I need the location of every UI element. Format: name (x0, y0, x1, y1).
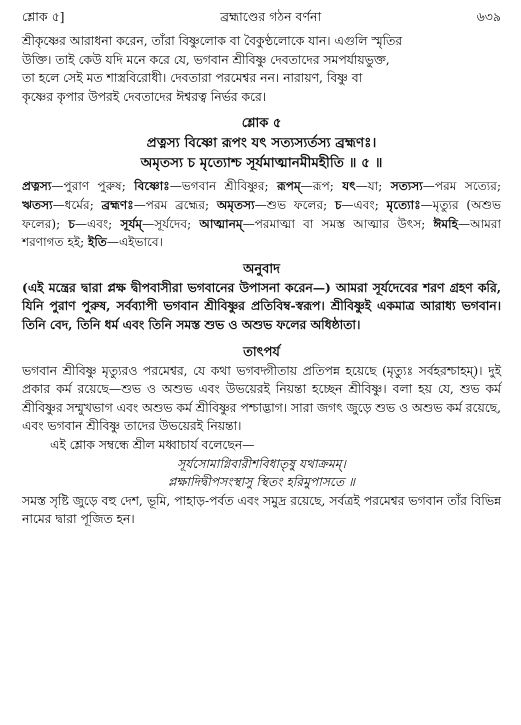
purport-paragraph: সমস্ত সৃষ্টি জুড়ে বহু দেশ, ভূমি, পাহাড়-পর্বত এবং সমুদ্র রয়েছে, সর্বত্রই পরমেশ্বর ভগবান তাঁর বিভিন্ন নামের দ্বারা পূজিত হন। (22, 493, 501, 527)
header-verse-ref: শ্লোক ৫] (22, 9, 65, 24)
synonym-meaning: সূর্যদেব (154, 216, 188, 231)
synonym-word: চ (334, 197, 342, 212)
synonym-word: অমৃতস্য (216, 197, 255, 212)
translation-text: (এই মন্ত্রের দ্বারা প্লক্ষ দ্বীপবাসীরা ভগবানের উপাসনা করেন—) আমরা সূর্যদেবের শরণ গ্রহণ করি, যিনি পুরাণ পুরুষ, সর্বব্যাপী ভগবান শ্রীবিষ্ণুর প্রতিবিম্ব-স্বরূপ। শ্রীবিষ্ণুই একমাত্র আরাধ্য ভগবান। তিনি বেদ, তিনি ধর্ম এবং তিনি সমস্ত শুভ ও অশুভ ফলের অধিষ্ঠাতা। (22, 279, 501, 332)
verse-line: অমৃতস্য চ মৃত্যোশ্চ সূর্যমাত্মানমীমহীতি ॥ ৫ ॥ (140, 155, 383, 172)
page-number: ৬৩৯ (476, 9, 501, 24)
intro-line: কৃষ্ণের কৃপার উপরই দেবতাদের ঈশ্বরত্ব নির্ভর করে। (22, 89, 267, 104)
synonym-meaning: ধর্মের (64, 197, 90, 212)
synonym-word: বিষ্ণোঃ (134, 179, 170, 194)
intro-line: তা হলে সেই মত শাস্ত্রবিরোধী। দেবতারা পরমেশ্বর নন। নারায়ণ, বিষ্ণু বা (22, 71, 363, 86)
purport-body (22, 362, 501, 529)
synonym-meaning: এবং (87, 216, 109, 231)
synonym-meaning: এইভাবে। (118, 235, 163, 250)
synonym-word: সূর্যম্ (120, 216, 143, 231)
synonym-meaning: মৃত্যুর (অশুভ ফলের) (22, 197, 502, 231)
purport-paragraph: এই শ্লোক সম্বন্ধে শ্রীল মধ্বাচার্য বলেছেন— (50, 437, 255, 452)
synonym-meaning: পরমাত্মা বা সমস্ত আত্মার উৎস (254, 216, 422, 231)
synonym-meaning: পরম সত্যের (434, 179, 497, 194)
quote-line: সূর্যসোমাগ্নিবারীশবিধাতৃষু যথাক্রমম্। (177, 456, 346, 471)
running-header (22, 6, 501, 28)
synonym-meaning: আমরা শরণাগত হই (22, 216, 502, 250)
synonym-word: রূপম্ (276, 179, 301, 194)
quote-line: প্লক্ষাদিদ্বীপসংস্থাসু স্থিতং হরিমুপাসতে ॥ (168, 475, 355, 490)
synonym-meaning: ভগবান শ্রীবিষ্ণুর (181, 179, 265, 194)
synonym-word: যৎ (342, 179, 356, 194)
synonym-meaning: যা (367, 179, 379, 194)
synonym-meaning: এবং (353, 197, 375, 212)
synonym-meaning: শুভ ফলের (266, 197, 324, 212)
word-for-word-synonyms: প্রত্নস্য—পুরাণ পুরুষ; বিষ্ণোঃ—ভগবান শ্রীবিষ্ণুর; রূপম্—রূপ; যৎ—যা; সত্যস্য—পরম সত্যের; ঋতস্য—ধর্মের; ব্রহ্মণঃ—পরম ব্রহ্মের; অমৃতস্য—শুভ ফলের; চ—এবং; মৃত্যোঃ—মৃত্যুর (অশুভ ফলের); চ—এবং; সূর্যম্—সূর্যদেব; আত্মানম্—পরমাত্মা বা সমস্ত আত্মার উৎস; ঈমহি—আমরা শরণাগত হই; ইতি—এইভাবে। (22, 179, 502, 250)
synonym-word: আত্মানম্ (199, 216, 243, 231)
synonym-meaning: পরম ব্রহ্মের (145, 197, 206, 212)
synonym-word: ইতি (88, 235, 107, 250)
synonym-word: প্রত্নস্য (22, 179, 52, 194)
synonym-word: ঈমহি (433, 216, 458, 231)
synonym-word: মৃত্যোঃ (386, 197, 421, 212)
intro-line: শ্রীকৃষ্ণের আরাধনা করেন, তাঁরা বিষ্ণুলোক বা বৈকুণ্ঠলোকে যান। এগুলি স্মৃতির (22, 34, 402, 48)
purport-title: তাৎপর্য (243, 344, 280, 360)
synonym-word: ব্রহ্মণঃ (101, 197, 134, 212)
verse-line: প্রত্নস্য বিষ্ণো রূপং যৎ সত্যস্যর্তস্য ব্রহ্মণঃ। (146, 135, 377, 152)
intro-line: উক্তি। তাই কেউ যদি মনে করে যে, ভগবান শ্রীবিষ্ণু দেবতাদের সমপর্যায়ভুক্ত, (22, 52, 390, 67)
verse-title: শ্লোক ৫ (241, 116, 282, 132)
header-chapter-title: ব্রহ্মাণ্ডের গঠন বর্ণনা (220, 9, 322, 24)
purport-paragraph: ভগবান শ্রীবিষ্ণু মৃত্যুরও পরমেশ্বর, যে কথা ভগবদ্গীতায় প্রতিপন্ন হয়েছে (মৃত্যুঃ সর্বহরশ্চাহম্)। দুই প্রকার কর্ম রয়েছে—শুভ ও অশুভ এবং উভয়েরই নিয়ন্তা হচ্ছেন শ্রীবিষ্ণু। বলা হয় যে, শুভ কর্ম শ্রীবিষ্ণুর সম্মুখভাগ এবং অশুভ কর্ম শ্রীবিষ্ণুর পশ্চাদ্ভাগ। সারা জগৎ জুড়ে শুভ ও অশুভ কর্ম রয়েছে, এবং ভগবান শ্রীবিষ্ণু তাদের উভয়েরই নিয়ন্তা। (22, 363, 501, 434)
synonym-word: চ (68, 216, 75, 231)
translation-title: অনুবাদ (243, 261, 280, 277)
synonym-word: সত্যস্য (390, 179, 423, 194)
synonym-meaning: রূপ (312, 179, 330, 194)
synonym-meaning: পুরাণ পুরুষ (63, 179, 122, 194)
intro-paragraph (22, 32, 501, 106)
synonym-word: ঋতস্য (22, 197, 53, 212)
